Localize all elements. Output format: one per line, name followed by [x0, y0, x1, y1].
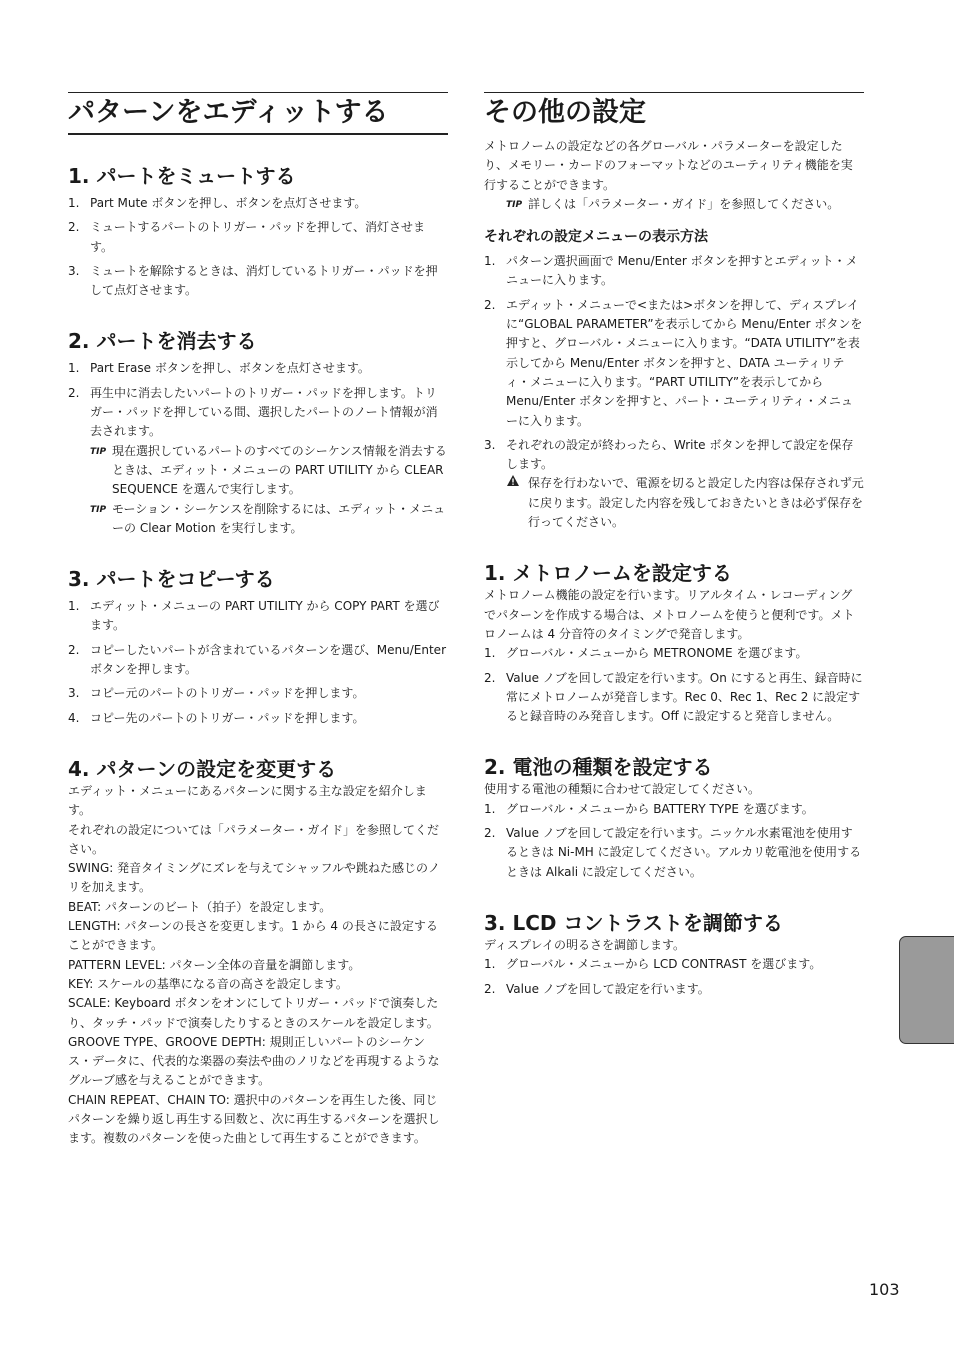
list-item: 1. グローバル・メニューから BATTERY TYPE を選びます。 — [484, 801, 814, 816]
page-number: 103 — [869, 1280, 900, 1299]
definition-item: PATTERN LEVEL: パターン全体の音量を調節します。 — [68, 957, 361, 972]
list-item: 2. ミュートするパートのトリガー・パッドを押して、消灯させます。 — [68, 220, 426, 254]
section-title-pattern-settings: 4. パターンの設定を変更する — [68, 756, 337, 781]
tip-icon: TIP — [90, 446, 107, 457]
right-column — [484, 92, 864, 999]
page-title: パターンをエディットする — [68, 92, 448, 135]
section-title-copy-part: 3. パートをコピーする — [68, 567, 275, 592]
warning-note: 保存を行わないで、電源を切ると設定した内容は保存されず元に戻ります。設定した内容を残しておきたいときは必ず保存を行ってください。 — [484, 474, 864, 532]
list-item: 3. コピー元のパートのトリガー・パッドを押します。 — [68, 686, 365, 701]
tip-icon: TIP — [90, 504, 107, 515]
definition-item: KEY: スケールの基準になる音の高さを設定します。 — [68, 976, 348, 991]
definition-item: CHAIN REPEAT、CHAIN TO: 選択中のパターンを再生した後、同じパターンを繰り返し再生する回数と、次に再生するパターンを選択します。複数のパターンを使った曲として再生することができます。 — [68, 1092, 440, 1146]
tip-note: TIP モーション・シーケンスを削除するには、エディット・メニューの Clear Motion を実行します。 — [68, 500, 448, 539]
list-item: 2. コピーしたいパートが含まれているパターンを選び、Menu/Enter ボタンを押します。 — [68, 642, 447, 677]
subsection-title-menu-display: それぞれの設定メニューの表示方法 — [484, 229, 708, 246]
definition-item: GROOVE TYPE、GROOVE DEPTH: 規則正しいパートのシーケンス・データに、代表的な楽器の奏法や曲のノリなどを再現するようなグルーブ感を与えることができます。 — [68, 1034, 440, 1088]
chapter-tab-marker — [899, 936, 954, 1044]
page-title-other-settings: その他の設定 — [484, 92, 864, 133]
warning-icon — [506, 474, 528, 532]
section-title-lcd-contrast: 3. LCD コントラストを調節する — [484, 910, 783, 935]
list-item: 3. ミュートを解除するときは、消灯しているトリガー・パッドを押して点灯させます。 — [68, 263, 438, 298]
paragraph: ディスプレイの明るさを調節します。 — [484, 937, 686, 952]
tip-note: TIP 現在選択しているパートのすべてのシーケンス情報を消去するときは、エディット・メニューの PART UTILITY から CLEAR SEQUENCE を選んで実行します。 — [68, 442, 448, 500]
left-column — [68, 92, 448, 1149]
list-item: 2. 再生中に消去したいパートのトリガー・パッドを押します。トリガー・パッドを押している間、選択したパートのノート情報が消去されます。 — [68, 385, 438, 439]
paragraph: メトロノームの設定などの各グローバル・パラメーターを設定したり、メモリー・カードのフォーマットなどのユーティリティ機能を実行することができます。 — [484, 139, 853, 192]
list-item: 1. エディット・メニューの PART UTILITY から COPY PART を選びます。 — [68, 599, 440, 633]
definition-item: BEAT: パターンのビート（拍子）を設定します。 — [68, 899, 332, 914]
list-item: 1. グローバル・メニューから METRONOME を選びます。 — [484, 646, 808, 661]
list-item: 1. グローバル・メニューから LCD CONTRAST を選びます。 — [484, 957, 822, 972]
list-item: 2. Value ノブを回して設定を行います。 — [484, 981, 710, 996]
tip-note: TIP 詳しくは「パラメーター・ガイド」を参照してください。 — [484, 195, 864, 215]
definition-item: SWING: 発音タイミングにズレを与えてシャッフルや跳ねた感じのノリを加えます。 — [68, 861, 440, 895]
list-item: 4. コピー先のパートのトリガー・パッドを押します。 — [68, 710, 365, 725]
paragraph: メトロノーム機能の設定を行います。リアルタイム・レコーディングでパターンを作成する場合は、メトロノームを使うと便利です。メトロノームは 4 分音符のタイミングで発音します。 — [484, 588, 855, 641]
list-item: 1. パターン選択画面で Menu/Enter ボタンを押すとエディット・メニューに入ります。 — [484, 254, 858, 288]
section-title-battery-type: 2. 電池の種類を設定する — [484, 755, 713, 780]
section-title-erase-part: 2. パートを消去する — [68, 329, 257, 354]
list-item: 2. Value ノブを回して設定を行います。On にすると再生、録音時に常にメトロノームが発音します。Rec 0、Rec 1、Rec 2 に設定すると録音時のみ発音します。Off に設定すると発音しません。 — [484, 670, 863, 724]
list-item: 2. Value ノブを回して設定を行います。ニッケル水素電池を使用するときは Ni-MH に設定してください。アルカリ乾電池を使用するときは Alkali に設定してください。 — [484, 826, 862, 879]
paragraph: エディット・メニューにあるパターンに関する主な設定を紹介します。 — [68, 783, 427, 818]
definition-item: LENGTH: パターンの長さを変更します。1 から 4 の長さに設定することができます。 — [68, 919, 438, 953]
list-item: 1. Part Erase ボタンを押し、ボタンを点灯させます。 — [68, 361, 370, 376]
paragraph: 使用する電池の種類に合わせて設定してください。 — [484, 782, 761, 797]
list-item: 1. Part Mute ボタンを押し、ボタンを点灯させます。 — [68, 196, 367, 210]
list-item: 2. エディット・メニューで<または>ボタンを押して、ディスプレイに“GLOBAL PARAMETER”を表示してから Menu/Enter ボタンを押すと、グローバル・メニューに入ります。“DATA UTILITY”を表示してから Menu/Enter ボタンを押すと、DATA ユーティリティ・メニューに入ります。“PART UTILITY”を表示してから Menu/Enter ボタンを押すと、パート・ユーティリティ・メニューに入ります。 — [484, 297, 863, 428]
list-item: 3. それぞれの設定が終わったら、Write ボタンを押して設定を保存します。 — [484, 437, 854, 472]
section-title-metronome: 1. メトロノームを設定する — [484, 561, 732, 586]
paragraph: それぞれの設定については「パラメーター・ガイド」を参照してください。 — [68, 822, 440, 856]
definition-item: SCALE: Keyboard ボタンをオンにしてトリガー・パッドで演奏したり、タッチ・パッドで演奏したりするときのスケールを設定します。 — [68, 996, 439, 1030]
section-title-mute-part: 1. パートをミュートする — [68, 164, 296, 188]
tip-icon: TIP — [506, 199, 523, 210]
